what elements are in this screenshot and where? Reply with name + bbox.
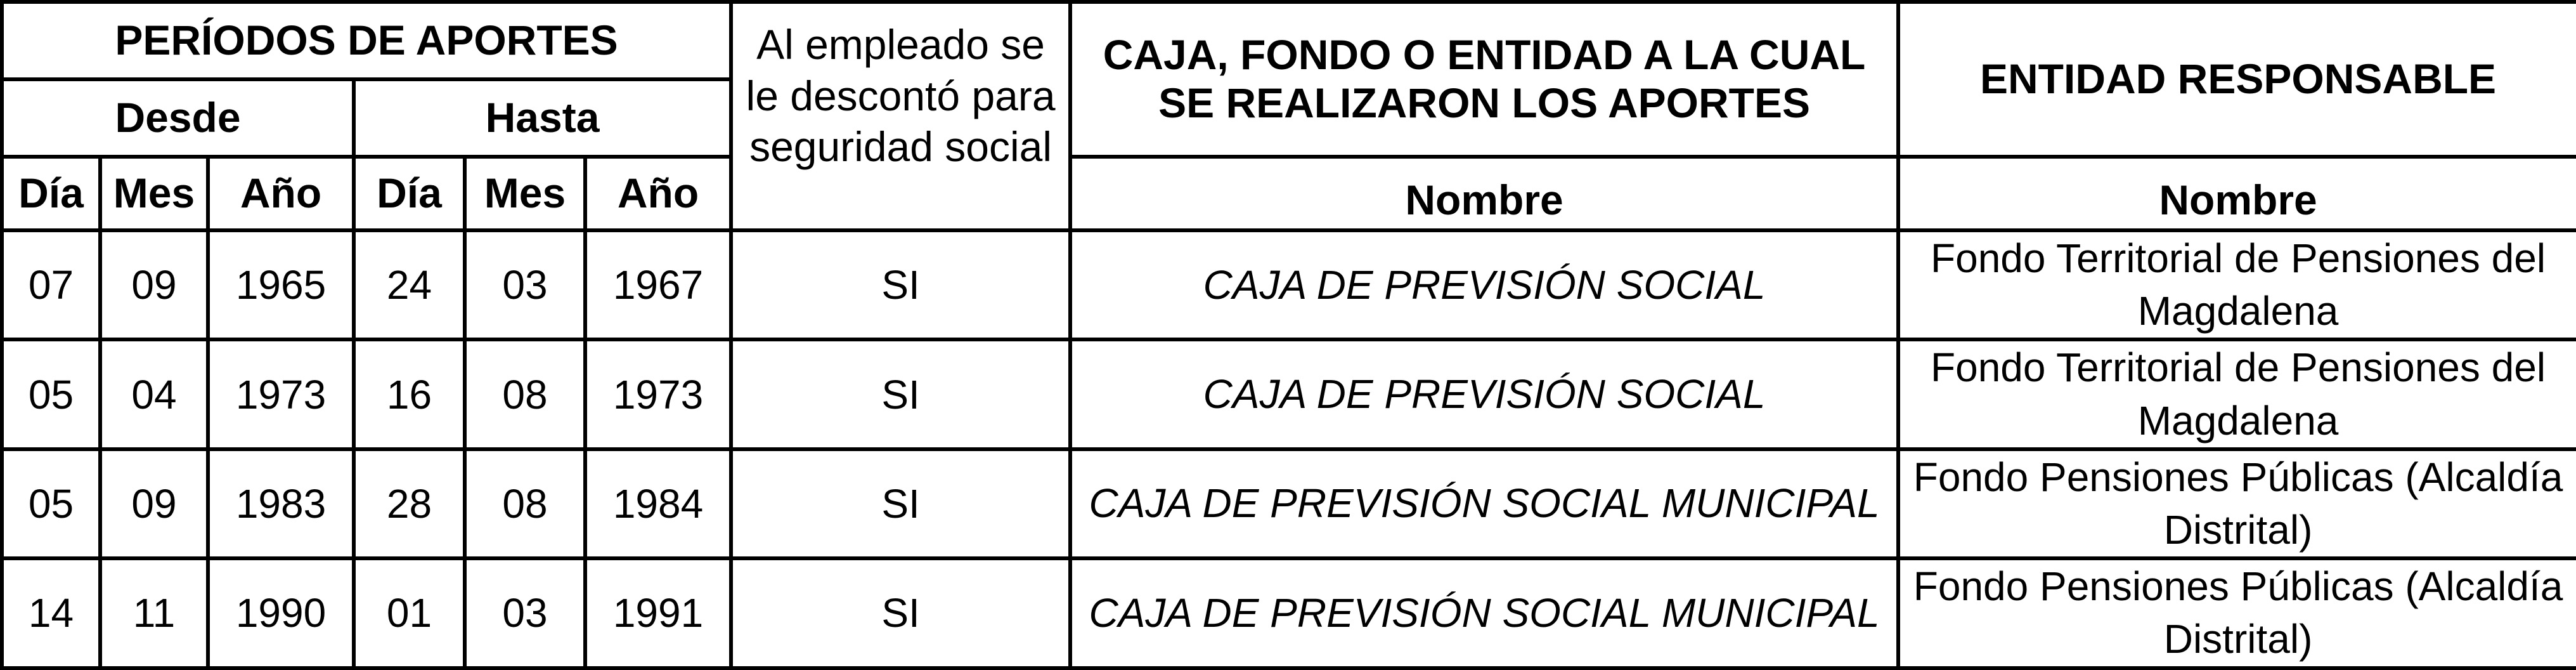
day-to-cell: 01 xyxy=(354,558,465,667)
year-to-header: Año xyxy=(585,157,731,230)
month-to-cell: 03 xyxy=(465,558,585,667)
month-from-cell: 09 xyxy=(100,449,208,558)
table-row xyxy=(2,339,2576,449)
deducted-cell: SI xyxy=(731,449,1070,558)
table-row xyxy=(2,230,2576,339)
responsible-name-cell: Fondo Pensiones Públicas (Alcaldía Distrital) xyxy=(1898,449,2576,558)
day-from-cell: 07 xyxy=(2,230,100,339)
month-to-cell: 03 xyxy=(465,230,585,339)
responsible-header: ENTIDAD RESPONSABLE xyxy=(1898,2,2576,157)
day-to-cell: 16 xyxy=(354,339,465,449)
month-from-header: Mes xyxy=(100,157,208,230)
year-from-header: Año xyxy=(208,157,354,230)
to-header: Hasta xyxy=(354,79,731,157)
month-to-cell: 08 xyxy=(465,449,585,558)
fund-name-cell: CAJA DE PREVISIÓN SOCIAL MUNICIPAL xyxy=(1070,449,1898,558)
deducted-cell: SI xyxy=(731,230,1070,339)
year-from-cell: 1965 xyxy=(208,230,354,339)
day-to-cell: 28 xyxy=(354,449,465,558)
day-to-header: Día xyxy=(354,157,465,230)
deducted-header: Al empleado se le descontó para seguridad social xyxy=(731,2,1070,230)
month-to-header: Mes xyxy=(465,157,585,230)
day-from-cell: 05 xyxy=(2,449,100,558)
from-header: Desde xyxy=(2,79,354,157)
day-to-cell: 24 xyxy=(354,230,465,339)
year-to-cell: 1967 xyxy=(585,230,731,339)
year-to-cell: 1984 xyxy=(585,449,731,558)
deducted-cell: SI xyxy=(731,558,1070,667)
deducted-cell: SI xyxy=(731,339,1070,449)
month-from-cell: 04 xyxy=(100,339,208,449)
table-row xyxy=(2,558,2576,667)
year-to-cell: 1973 xyxy=(585,339,731,449)
responsible-name-header: Nombre xyxy=(1898,157,2576,230)
month-to-cell: 08 xyxy=(465,339,585,449)
table-row xyxy=(2,449,2576,558)
year-from-cell: 1983 xyxy=(208,449,354,558)
month-from-cell: 09 xyxy=(100,230,208,339)
fund-header: CAJA, FONDO O ENTIDAD A LA CUAL SE REALIZARON LOS APORTES xyxy=(1070,2,1898,157)
periods-header: PERÍODOS DE APORTES xyxy=(2,2,731,79)
day-from-cell: 14 xyxy=(2,558,100,667)
responsible-name-cell: Fondo Territorial de Pensiones del Magdalena xyxy=(1898,230,2576,339)
fund-name-header: Nombre xyxy=(1070,157,1898,230)
day-from-header: Día xyxy=(2,157,100,230)
fund-name-cell: CAJA DE PREVISIÓN SOCIAL MUNICIPAL xyxy=(1070,558,1898,667)
year-from-cell: 1990 xyxy=(208,558,354,667)
year-from-cell: 1973 xyxy=(208,339,354,449)
fund-name-cell: CAJA DE PREVISIÓN SOCIAL xyxy=(1070,339,1898,449)
day-from-cell: 05 xyxy=(2,339,100,449)
year-to-cell: 1991 xyxy=(585,558,731,667)
month-from-cell: 11 xyxy=(100,558,208,667)
fund-name-cell: CAJA DE PREVISIÓN SOCIAL xyxy=(1070,230,1898,339)
responsible-name-cell: Fondo Territorial de Pensiones del Magdalena xyxy=(1898,339,2576,449)
responsible-name-cell: Fondo Pensiones Públicas (Alcaldía Distrital) xyxy=(1898,558,2576,667)
